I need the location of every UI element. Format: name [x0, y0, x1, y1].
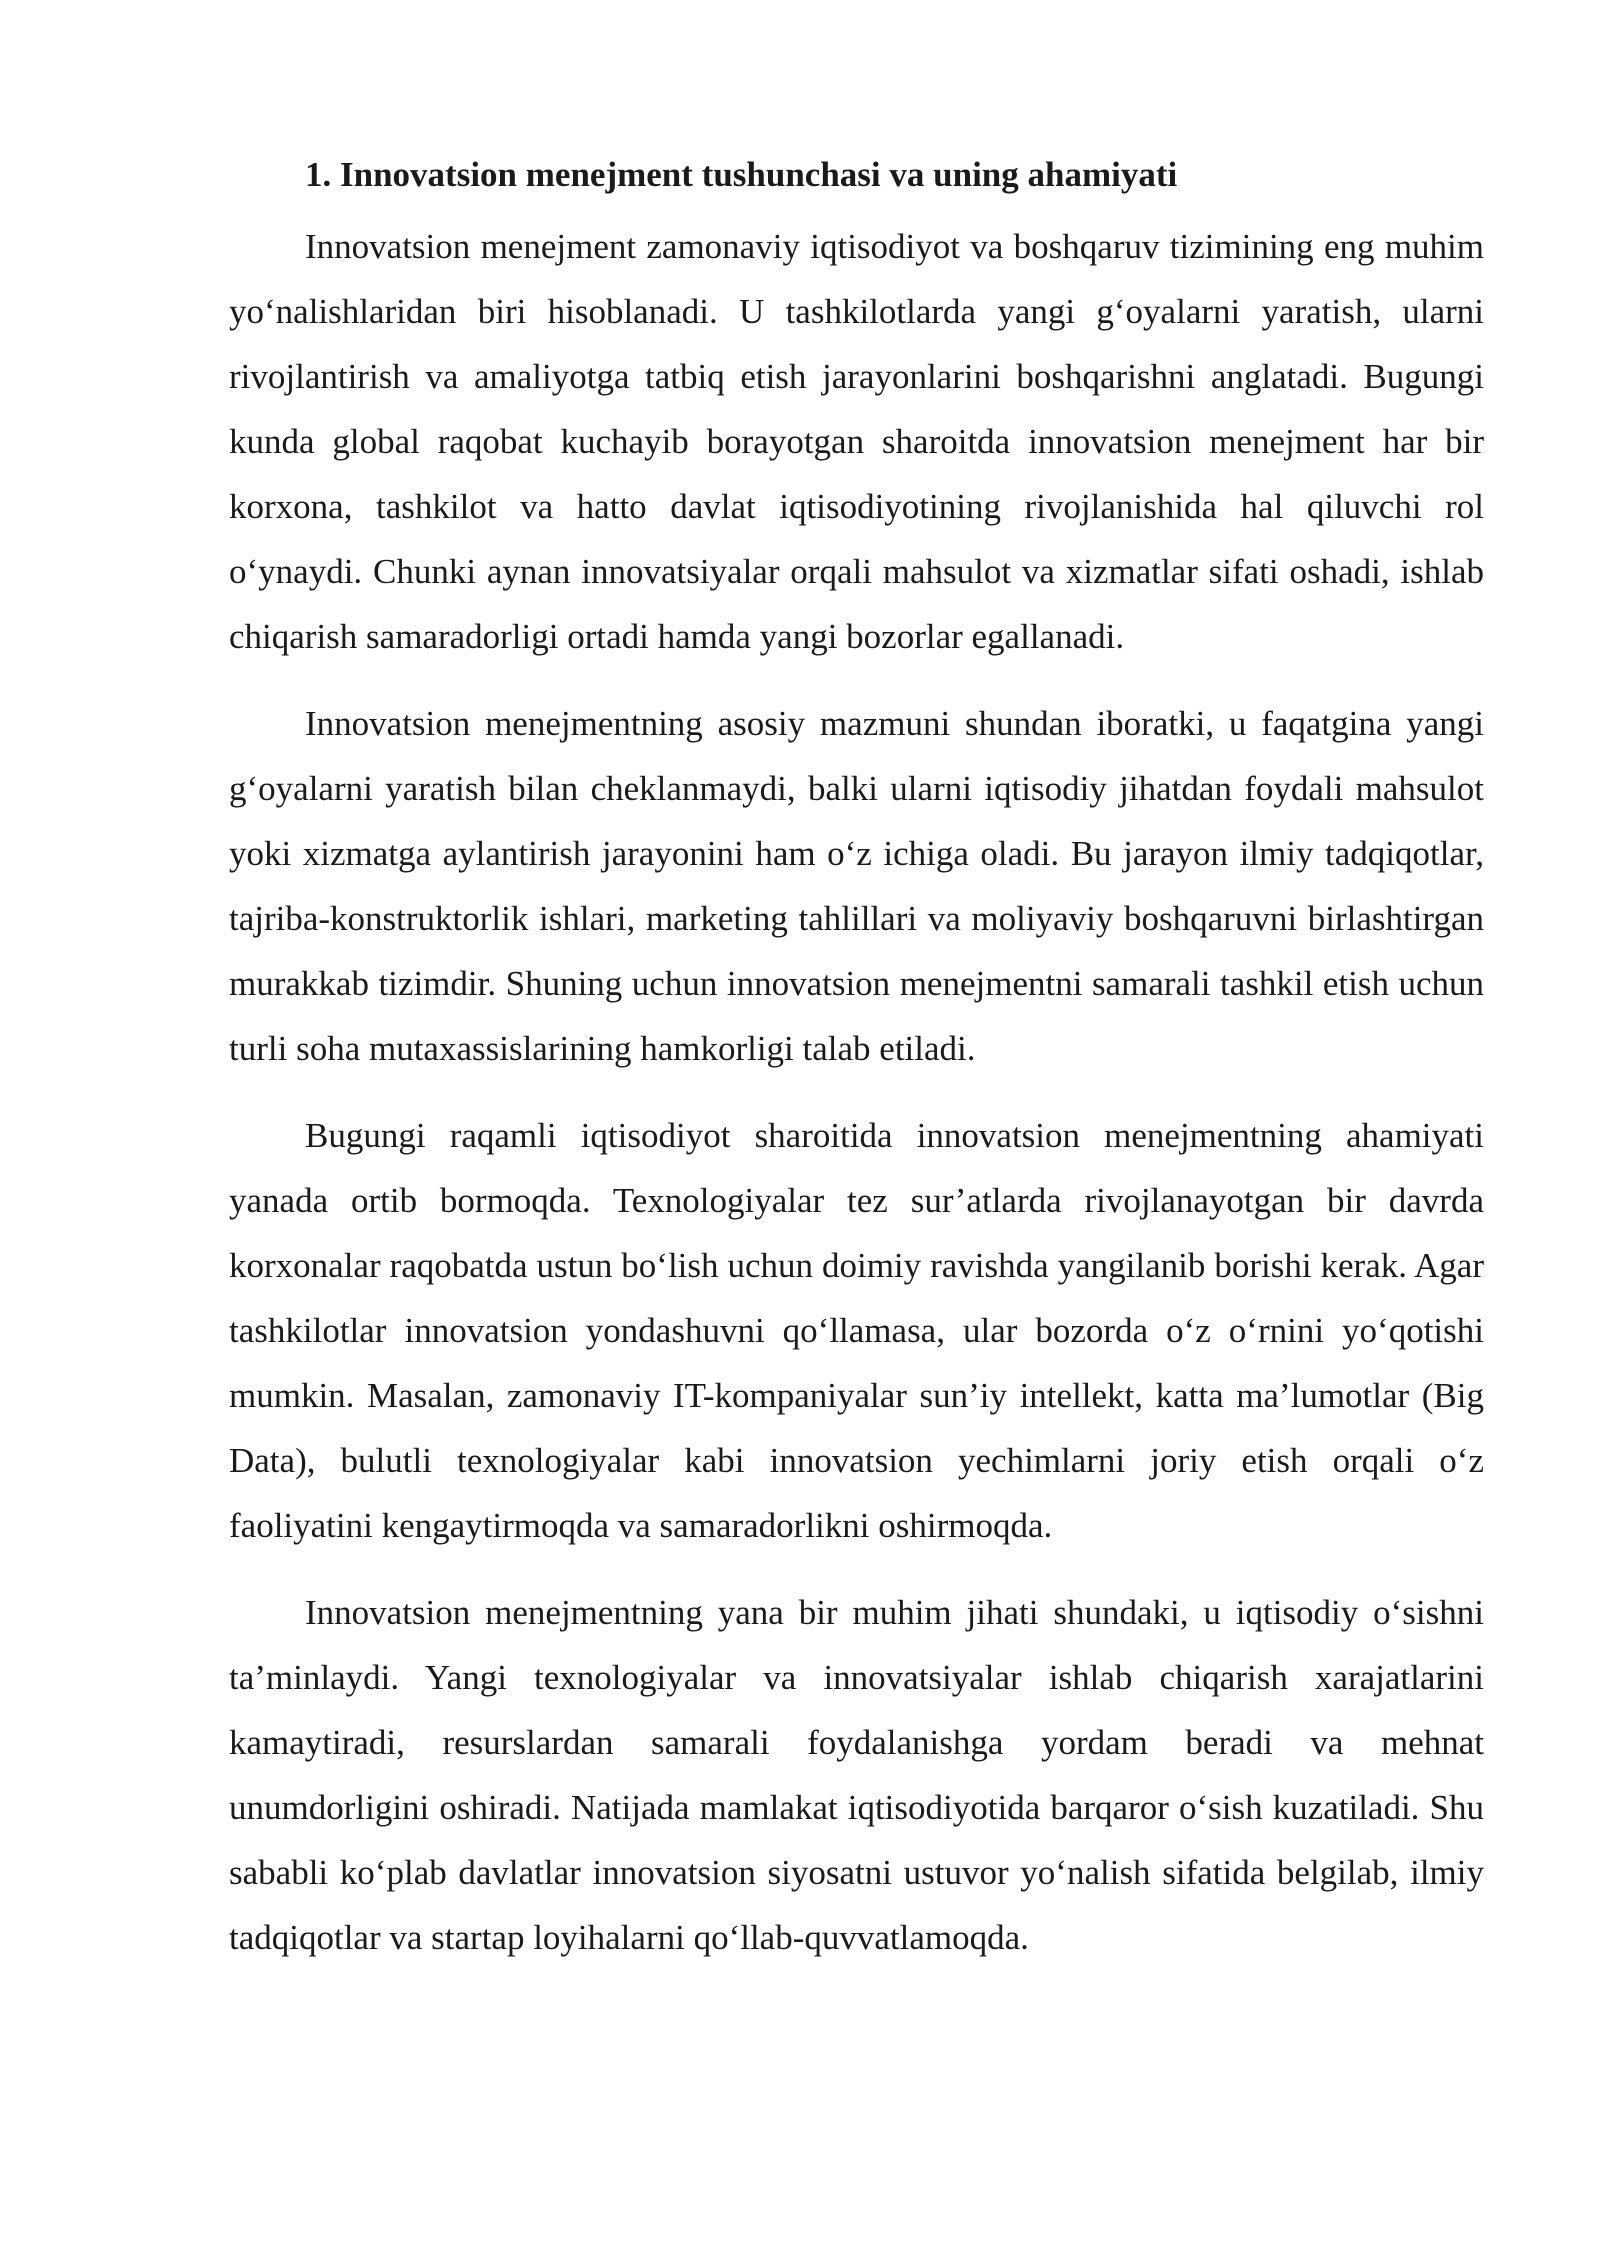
paragraph-4: Innovatsion menejmentning yana bir muhim jihati shundaki, u iqtisodiy o‘sishni ta’minlaydi. Yangi texnologiyalar va innovatsiyalar ishlab chiqarish xarajatlarini kamaytiradi, resurslardan samarali foydalanishga yordam beradi va mehnat unumdorligini oshiradi. Natijada mamlakat iqtisodiyotida barqaror o‘sish kuzatiladi. Shu sababli ko‘plab davlatlar innovatsion siyosatni ustuvor yo‘nalish sifatida belgilab, ilmiy tadqiqotlar va startap loyihalarni qo‘llab-quvvatlamoqda.	[229, 1593, 1484, 1957]
paragraph-2: Innovatsion menejmentning asosiy mazmuni shundan iboratki, u faqatgina yangi g‘oyalarni yaratish bilan cheklanmaydi, balki ularni iqtisodiy jihatdan foydali mahsulot yoki xizmatga aylantirish jarayonini ham o‘z ichiga oladi. Bu jarayon ilmiy tadqiqotlar, tajriba-konstruktorlik ishlari, marketing tahlillari va moliyaviy boshqaruvni birlashtirgan murakkab tizimdir. Shuning uchun innovatsion menejmentni samarali tashkil etish uchun turli soha mutaxassislarining hamkorligi talab etiladi.	[229, 704, 1484, 1068]
paragraph-3: Bugungi raqamli iqtisodiyot sharoitida innovatsion menejmentning ahamiyati yanada ortib bormoqda. Texnologiyalar tez sur’atlarda rivojlanayotgan bir davrda korxonalar raqobatda ustun bo‘lish uchun doimiy ravishda yangilanib borishi kerak. Agar tashkilotlar innovatsion yondashuvni qo‘llamasa, ular bozorda o‘z o‘rnini yo‘qotishi mumkin. Masalan, zamonaviy IT-kompaniyalar sun’iy intellekt, katta ma’lumotlar (Big Data), bulutli texnologiyalar kabi innovatsion yechimlarni joriy etish orqali o‘z faoliyatini kengaytirmoqda va samaradorlikni oshirmoqda.	[229, 1116, 1484, 1545]
section-heading: 1. Innovatsion menejment tushunchasi va uning ahamiyati	[305, 155, 1178, 194]
document-content	[229, 150, 1484, 1992]
paragraph-1: Innovatsion menejment zamonaviy iqtisodiyot va boshqaruv tizimining eng muhim yo‘nalishlaridan biri hisoblanadi. U tashkilotlarda yangi g‘oyalarni yaratish, ularni rivojlantirish va amaliyotga tatbiq etish jarayonlarini boshqarishni anglatadi. Bugungi kunda global raqobat kuchayib borayotgan sharoitda innovatsion menejment har bir korxona, tashkilot va hatto davlat iqtisodiyotining rivojlanishida hal qiluvchi rol o‘ynaydi. Chunki aynan innovatsiyalar orqali mahsulot va xizmatlar sifati oshadi, ishlab chiqarish samaradorligi ortadi hamda yangi bozorlar egallanadi.	[229, 227, 1484, 656]
